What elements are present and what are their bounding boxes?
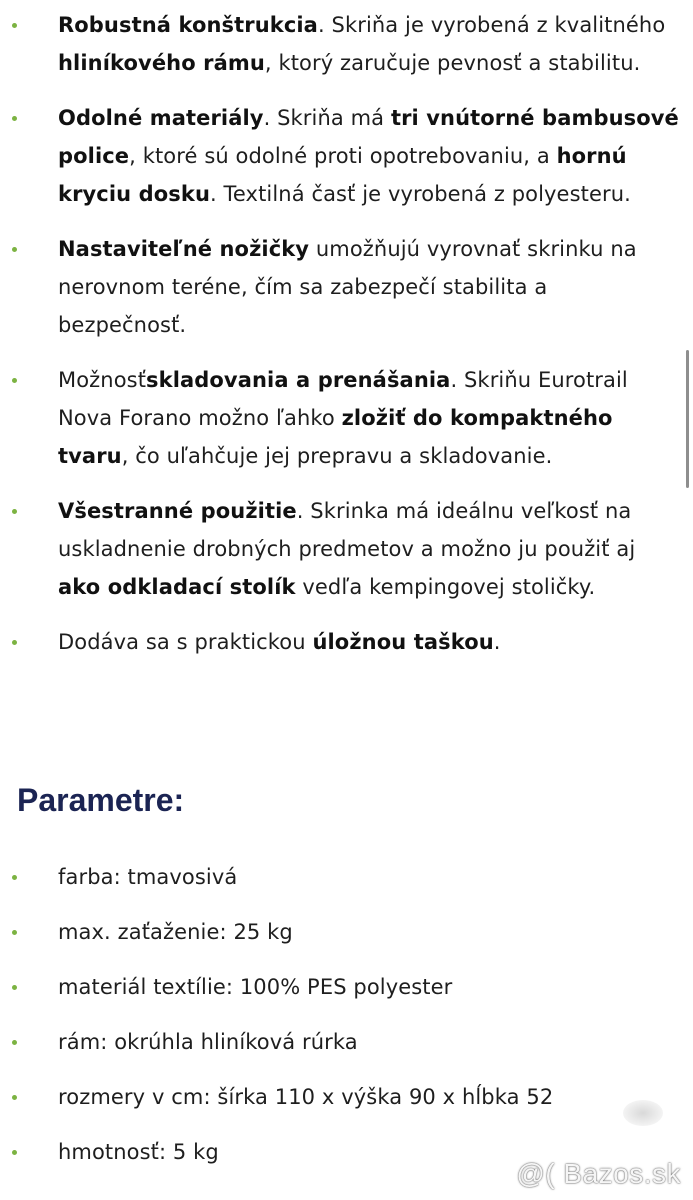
feature-text: . Skriňu Eurotrail Nova Forano možno ľahko — [58, 368, 628, 430]
feature-text-bold: skladovania a prenášania — [146, 368, 451, 392]
feature-item — [0, 361, 693, 475]
feature-text-bold: hliníkového rámu — [58, 51, 265, 75]
bullet-dot-icon — [12, 378, 17, 383]
feature-text-bold: zložiť do kompaktného tvaru — [58, 406, 613, 468]
parameter-item — [0, 1023, 693, 1061]
parameter-item — [0, 1078, 693, 1116]
feature-text: umožňujú vyrovnať skrinku na nerovnom teréne, čím sa zabezpečí stabilita a bezpečnosť. — [58, 237, 637, 337]
parameter-text: farba: tmavosivá — [58, 865, 238, 889]
feature-text-bold: úložnou taškou — [312, 630, 494, 654]
feature-item — [0, 6, 693, 82]
feature-text: . — [493, 630, 501, 654]
bullet-dot-icon — [12, 640, 17, 645]
parameters-list — [0, 858, 693, 1188]
bullet-dot-icon — [12, 875, 17, 880]
feature-item — [0, 623, 693, 661]
feature-text-bold: Všestranné použitie — [58, 499, 297, 523]
feature-text-bold: ako odkladací stolík — [58, 575, 296, 599]
feature-text: , ktoré sú odolné proti opotrebovaniu, a — [129, 144, 557, 168]
parameter-item — [0, 858, 693, 896]
bullet-dot-icon — [12, 23, 17, 28]
feature-item — [0, 99, 693, 213]
feature-text-bold: Nastaviteľné nožičky — [58, 237, 310, 261]
feature-text-bold: Robustná konštrukcia — [58, 13, 318, 37]
feature-text-bold: Odolné materiály — [58, 106, 264, 130]
parameter-text: hmotnosť: 5 kg — [58, 1140, 219, 1164]
bullet-dot-icon — [12, 247, 17, 252]
feature-text-bold: hornú kryciu dosku — [58, 144, 627, 206]
bullet-dot-icon — [12, 1095, 17, 1100]
scrollbar[interactable] — [686, 350, 689, 488]
feature-list — [0, 6, 693, 678]
parameter-item — [0, 913, 693, 951]
feature-item — [0, 492, 693, 606]
bullet-dot-icon — [12, 509, 17, 514]
feature-text: vedľa kempingovej stoličky. — [295, 575, 596, 599]
parameter-text: materiál textílie: 100% PES polyester — [58, 975, 453, 999]
feature-item — [0, 230, 693, 344]
feature-text: , čo uľahčuje jej prepravu a skladovanie. — [121, 444, 553, 468]
feature-text: Možnosť — [58, 368, 147, 392]
feature-text-bold: tri vnútorné bambusové police — [58, 106, 679, 168]
image-smudge — [623, 1100, 663, 1126]
bullet-dot-icon — [12, 116, 17, 121]
parameter-item — [0, 968, 693, 1006]
bullet-dot-icon — [12, 1040, 17, 1045]
feature-text: . Skriňa je vyrobená z kvalitného — [317, 13, 666, 37]
parameter-text: max. zaťaženie: 25 kg — [58, 920, 293, 944]
bullet-dot-icon — [12, 985, 17, 990]
feature-text: Dodáva sa s praktickou — [58, 630, 313, 654]
parameter-text: rozmery v cm: šírka 110 x výška 90 x hĺbka 52 — [58, 1085, 554, 1109]
bullet-dot-icon — [12, 1150, 17, 1155]
feature-text: . Skriňa má — [263, 106, 391, 130]
parameters-heading: Parametre: — [17, 782, 185, 818]
watermark-logo: @( Bazos.sk — [516, 1158, 681, 1189]
parameter-text: rám: okrúhla hliníková rúrka — [58, 1030, 358, 1054]
feature-text: , ktorý zaručuje pevnosť a stabilitu. — [264, 51, 641, 75]
feature-text: . Textilná časť je vyrobená z polyesteru. — [210, 182, 631, 206]
feature-text: . Skrinka má ideálnu veľkosť na uskladnenie drobných predmetov a možno ju použiť aj — [58, 499, 636, 561]
bullet-dot-icon — [12, 930, 17, 935]
